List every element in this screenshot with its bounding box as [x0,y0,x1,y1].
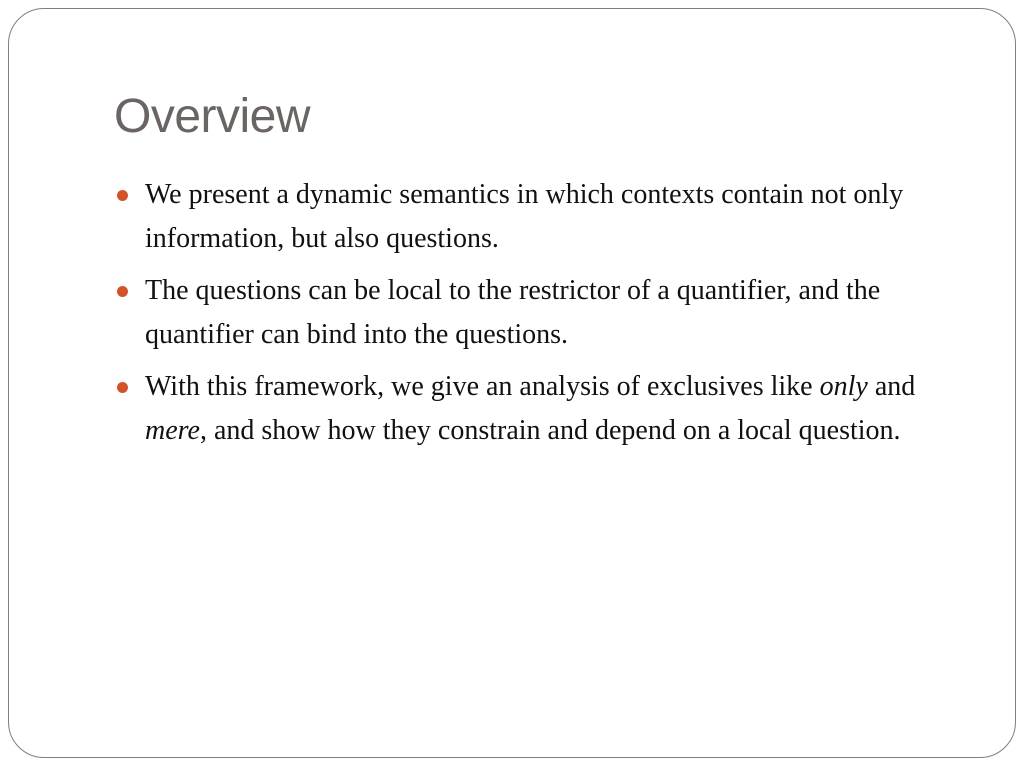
bullet-dot-icon [117,382,128,393]
bullet-text-part: With this framework, we give an analysis of exclusives like [145,371,820,402]
bullet-list [113,173,953,461]
slide [8,8,1016,758]
bullet-text-part: , and show how they constrain and depend on a local question. [199,415,901,446]
bullet-dot-icon [117,190,128,201]
bullet-text: We present a dynamic semantics in which contexts contain not only information, but also questions. [145,179,904,254]
bullet-item [113,269,953,357]
bullet-item [113,365,953,453]
bullet-italic-term: only [819,371,868,402]
bullet-item [113,173,953,261]
bullet-text: The questions can be local to the restrictor of a quantifier, and the quantifier can bind into the questions. [145,275,881,350]
bullet-text-part: and [867,371,916,402]
bullet-dot-icon [117,286,128,297]
slide-title: Overview [114,90,311,143]
bullet-italic-term: mere [145,415,200,446]
